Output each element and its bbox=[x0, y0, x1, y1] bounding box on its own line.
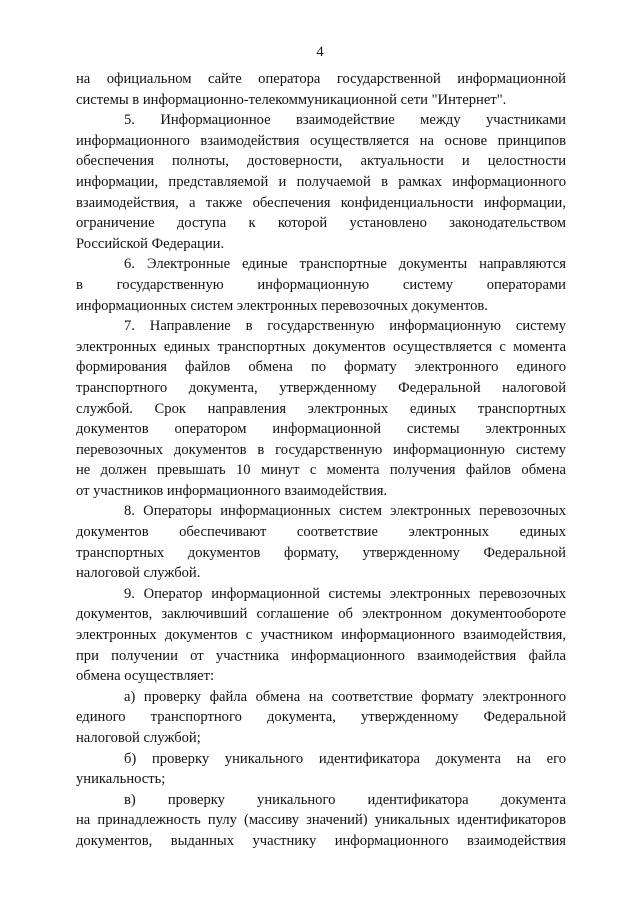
text-line: формирования файлов обмена по формату электронного единого bbox=[76, 359, 566, 376]
text-line: документов оператором информационной системы электронных bbox=[76, 421, 566, 438]
paragraph-5 bbox=[76, 110, 566, 254]
text-line: транспортных документов формату, утвержденному Федеральной bbox=[76, 544, 566, 561]
text-line: обмена осуществляет: bbox=[76, 668, 215, 685]
paragraph-8 bbox=[76, 501, 566, 583]
text-line: системы в информационно-телекоммуникационной сети "Интернет". bbox=[76, 91, 507, 108]
text-line: информационного взаимодействия осуществляется на основе принципов bbox=[76, 132, 566, 149]
text-line: при получении от участника информационного взаимодействия файла bbox=[76, 647, 566, 664]
paragraph-6 bbox=[76, 254, 566, 316]
text-line: уникальность; bbox=[76, 771, 166, 788]
text-line: транспортного документа, утвержденному Федеральной налоговой bbox=[76, 379, 566, 396]
text-line: налоговой службой; bbox=[76, 730, 201, 746]
text-line: электронных единых транспортных документов осуществляется с момента bbox=[76, 338, 566, 355]
text-line: в) проверку уникального идентификатора документа bbox=[124, 791, 566, 808]
text-line: службой. Срок направления электронных единых транспортных bbox=[76, 400, 566, 417]
text-line: информационных систем электронных перевозочных документов. bbox=[76, 297, 488, 314]
text-line: единого транспортного документа, утвержденному Федеральной bbox=[76, 709, 566, 726]
text-line: налоговой службой. bbox=[76, 565, 201, 582]
text-line: на официальном сайте оператора государственной информационной bbox=[76, 71, 566, 87]
subparagraph-a bbox=[76, 687, 566, 749]
text-line: перевозочных документов в государственную информационную систему bbox=[76, 441, 566, 458]
text-line: документов, выданных участнику информационного взаимодействия bbox=[76, 832, 566, 849]
paragraph-9 bbox=[76, 584, 566, 687]
text-line: 5. Информационное взаимодействие между участниками bbox=[124, 112, 566, 129]
text-line: 8. Операторы информационных систем электронных перевозочных bbox=[124, 503, 566, 520]
text-line: информации, представляемой и получаемой в рамках информационного bbox=[76, 173, 566, 190]
text-line: 7. Направление в государственную информационную систему bbox=[124, 318, 566, 335]
text-line: Российской Федерации. bbox=[76, 235, 225, 252]
text-line: обеспечения полноты, достоверности, актуальности и целостности bbox=[76, 153, 566, 170]
text-line: документов обеспечивают соответствие электронных единых bbox=[76, 524, 566, 541]
subparagraph-b bbox=[76, 749, 566, 790]
subparagraph-c bbox=[76, 790, 566, 852]
text-line: от участников информационного взаимодействия. bbox=[76, 482, 388, 499]
paragraph-continuation bbox=[76, 69, 566, 110]
text-line: б) проверку уникального идентификатора документа на его bbox=[124, 750, 566, 767]
text-line: а) проверку файла обмена на соответствие формату электронного bbox=[124, 688, 566, 705]
document-body bbox=[76, 69, 566, 852]
paragraph-7 bbox=[76, 316, 566, 501]
text-line: ограничение доступа к которой установлено законодательством bbox=[76, 215, 566, 232]
text-line: электронных документов с участником информационного взаимодействия, bbox=[76, 627, 566, 644]
page-number: 4 bbox=[316, 44, 324, 60]
text-line: документов, заключивший соглашение об электронном документообороте bbox=[76, 606, 566, 623]
text-line: в государственную информационную систему операторами bbox=[76, 276, 566, 293]
text-line: взаимодействия, а также обеспечения конфиденциальности информации, bbox=[76, 194, 566, 211]
text-line: 9. Оператор информационной системы электронных перевозочных bbox=[124, 585, 566, 602]
text-line: на принадлежность пулу (массиву значений) уникальных идентификаторов bbox=[76, 812, 566, 829]
text-line: 6. Электронные единые транспортные документы направляются bbox=[124, 256, 566, 273]
text-line: не должен превышать 10 минут с момента получения файлов обмена bbox=[76, 462, 566, 479]
